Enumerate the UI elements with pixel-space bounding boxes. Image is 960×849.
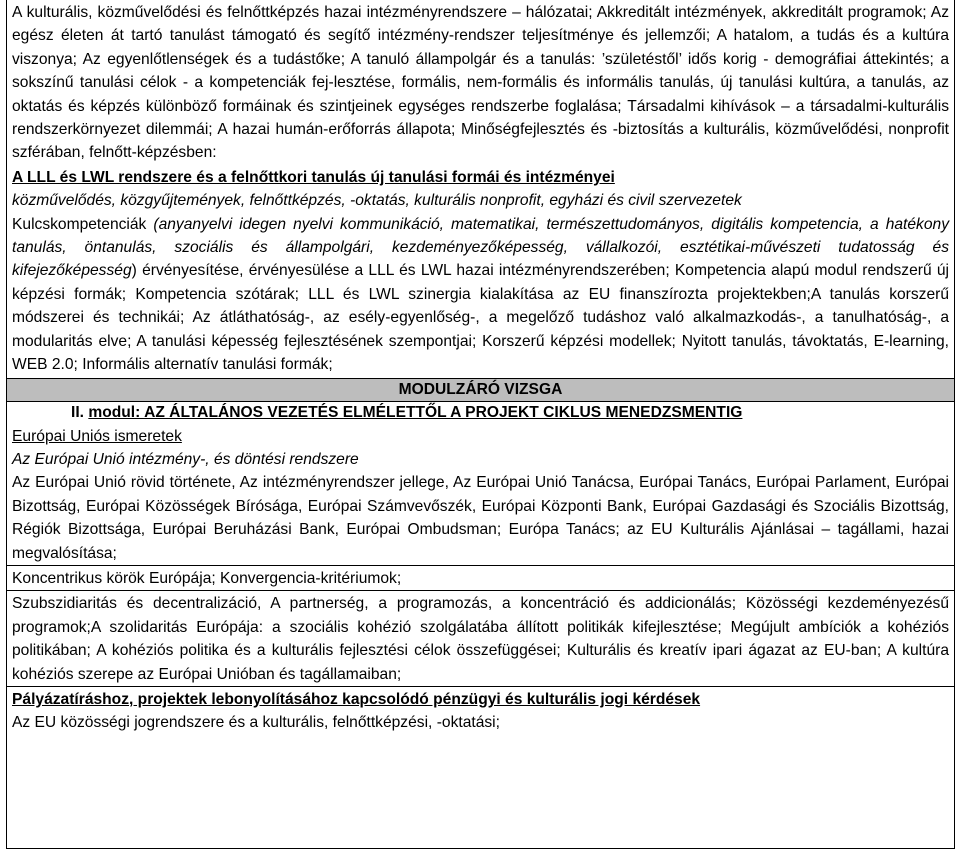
module-2-title bbox=[7, 402, 954, 424]
italic-eu-institutions: Az Európai Unió intézmény-, és döntési rendszere bbox=[12, 450, 359, 468]
paragraph-subsidiarity: Szubszidiaritás és decentralizáció, A partnerség, a programozás, a koncentráció és addicionálás; Közösségi kezdeményezésű programok;A szolidaritás Európája: a szociális kohézió szolgálatába állított politikák kifejlesztése; Megújult ambíciók a kohéziós politikában; A kohéziós politika és a kulturális fejlesztési célok összefüggései; Kulturális és kreatív ipari ágazat az EU-ban; A kultúra kohéziós szerepe az Európai Unióban és tagállamaiban; bbox=[12, 595, 949, 683]
key-competences-rest: ) érvényesítése, érvényesülése a LLL és LWL hazai intézményrendszerében; Kompetencia alapú modul rendszerű új képzési formák; Kompetencia szótárak; LLL és LWL szinergia kialakítása az EU finanszírozta projektekben;A tanulás korszerű módszerei és technikái; Az átláthatóság-, az esély-egyenlőség-, a megelőző tudáshoz való alkalmazkodás-, a tanulhatóság-, a modularitás elve; A tanulási képesség fejlesztésének szempontjai; Korszerű képzési modellek; Nyitott tanulás, távoktatás, E-learning, WEB 2.0; Informális alternatív tanulási formák; bbox=[12, 262, 949, 374]
section-subsidiarity bbox=[7, 590, 954, 686]
section-concentric-europe bbox=[7, 565, 954, 590]
module-exam-banner: MODULZÁRÓ VIZSGA bbox=[7, 378, 954, 402]
section-funding-law bbox=[7, 686, 954, 735]
paragraph-eu-law: Az EU közösségi jogrendszere és a kulturális, felnőttképzési, -oktatási; bbox=[12, 714, 500, 732]
key-competences-list: (anyanyelvi idegen nyelvi kommunikáció, matematikai, természettudományos, digitális kompetencia, a hatékony tanulás, öntanulás, szociális és állampolgári, kezdeményezőképesség, vállalkozói, esztétikai-művészeti tudatosság és kifejezőképesség bbox=[12, 215, 949, 280]
heading-funding-law: Pályázatíráshoz, projektek lebonyolításához kapcsolódó pénzügyi és kulturális jogi kérdések bbox=[12, 690, 701, 708]
paragraph-key-competences bbox=[12, 213, 949, 377]
document-page bbox=[6, 0, 955, 849]
italic-institution-types: közművelődés, közgyűjtemények, felnőttképzés, -oktatás, kulturális nonprofit, egyházi és civil szervezetek bbox=[12, 192, 742, 210]
module-number: II. bbox=[71, 403, 84, 421]
paragraph-eu-history: Az Európai Unió rövid története, Az intézményrendszer jellege, Az Európai Unió Tanácsa, Európai Tanács, Európai Parlament, Európai Bizottság, Európai Közösségek Bírósága, Európai Számvevőszék, Európai Központi Bank, Európai Gazdasági és Szociális Bizottság, Régiók Bizottsága, Európai Beruházási Bank, Európai Ombudsman; Európa Tanács; az EU Kulturális Ajánlásai – tagállami, hazai megvalósítása; bbox=[12, 474, 949, 562]
section-lll-lwl bbox=[7, 165, 954, 377]
paragraph-concentric-europe: Koncentrikus körök Európája; Konvergencia-kritériumok; bbox=[12, 569, 402, 587]
heading-lll-lwl: A LLL és LWL rendszere és a felnőttkori tanulás új tanulási formái és intézményei bbox=[12, 168, 615, 186]
paragraph-institutions: A kulturális, közművelődési és felnőttképzés hazai intézményrendszere – hálózatai; Akkreditált intézmények, akkreditált programok; Az egész életen át tartó tanulást támogató és segítő intézmény-rendszer teljesítménye és jellemzői; A hatalom, a tudás és a kultúra viszonya; Az egyenlőtlenségek és a tudástőke; A tanuló állampolgár és a tanulás: ’születéstől’ idős korig - demográfiai áttekintés; a sokszínű tanulási célok - a kompetenciák fej-lesztése, formális, nem-formális és informális tanulás, új tanulási kultúra, a tanulás, az oktatás és képzés különböző formáinak és szintjeinek egységes rendszerbe foglalása; Társadalmi kihívások – a társadalmi-kulturális rendszerkörnyezet dilemmái; A hazai humán-erőforrás állapota; Minőségfejlesztés és -biztosítás a kulturális, közművelődési, nonprofit szférában, felnőtt-képzésben: bbox=[12, 4, 949, 162]
section-institutions bbox=[7, 0, 954, 165]
heading-eu-knowledge: Európai Uniós ismeretek bbox=[12, 427, 182, 445]
key-competences-lead: Kulcskompetenciák bbox=[12, 215, 154, 233]
module-name: modul: AZ ÁLTALÁNOS VEZETÉS ELMÉLETTŐL A PROJEKT CIKLUS MENEDZSMENTIG bbox=[88, 403, 743, 421]
section-eu-knowledge bbox=[7, 424, 954, 565]
